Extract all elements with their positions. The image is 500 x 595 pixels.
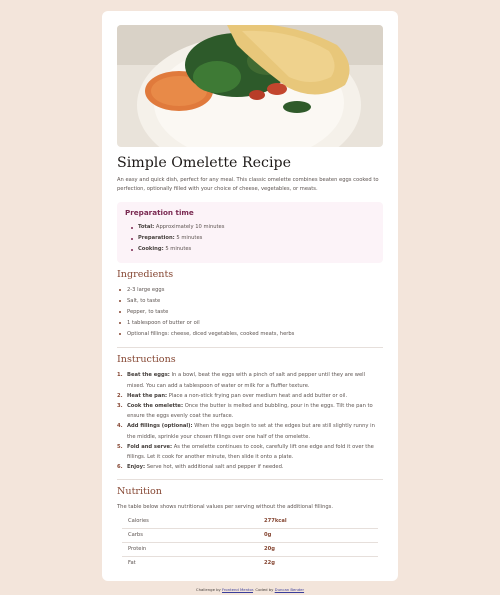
step-text: As the omelette continues to cook, carefully lift one edge and fold it over the fillings. Let it cook for another minute, then slide it onto a plate. — [127, 443, 374, 461]
list-item — [117, 401, 383, 421]
recipe-intro: An easy and quick dish, perfect for any meal. This classic omelette combines beaten eggs cooked to perfection, optionally filled with your choice of cheese, vegetables, or meats. — [117, 177, 379, 193]
author-link[interactable]: Duncan Bender — [274, 587, 305, 592]
step-label: Beat the eggs: — [127, 372, 170, 379]
list-item — [117, 391, 383, 401]
list-item — [125, 244, 375, 255]
nutrition-note: The table below shows nutritional values per serving without the additional fillings. — [117, 504, 334, 511]
step-text: Serve hot, with additional salt and pepper if needed. — [146, 464, 284, 471]
footer-middle: . Coded by — [253, 587, 274, 592]
nutrition-table — [122, 514, 378, 570]
attribution-footer — [0, 587, 500, 592]
prep-label: Total: — [138, 224, 155, 231]
list-item: Optional fillings: cheese, diced vegetables, cooked meats, herbs — [117, 329, 383, 340]
step-label: Enjoy: — [127, 464, 146, 471]
list-item — [125, 222, 375, 233]
footer-prefix: Challenge by — [195, 587, 221, 592]
list-item — [117, 442, 383, 462]
list-item — [117, 370, 383, 390]
nutrient-value: 0g — [258, 528, 378, 542]
ingredients-heading: Ingredients — [117, 269, 174, 281]
list-item — [117, 421, 383, 441]
nutrient-name: Protein — [122, 542, 258, 556]
recipe-card — [102, 11, 398, 581]
nutrient-name: Carbs — [122, 528, 258, 542]
prep-label: Cooking: — [138, 246, 164, 253]
table-row — [122, 542, 378, 556]
step-number: 6. — [117, 464, 123, 471]
nutrient-value: 20g — [258, 542, 378, 556]
instructions-list — [117, 370, 383, 472]
table-row — [122, 556, 378, 570]
step-text: When the eggs begin to set at the edges but are still slightly runny in the middle, sprinkle your chosen fillings over one half of the omelette. — [127, 423, 375, 440]
step-text: Place a non-stick frying pan over medium heat and add butter or oil. — [168, 392, 348, 399]
list-item: Salt, to taste — [117, 296, 383, 307]
step-label: Cook the omelette: — [127, 403, 184, 409]
step-number: 4. — [117, 423, 123, 430]
prep-value: 5 minutes — [165, 246, 192, 253]
preparation-box — [117, 202, 383, 263]
step-label: Heat the pan: — [127, 392, 168, 399]
prep-value: Approximately 10 minutes — [155, 224, 225, 231]
step-number: 1. — [117, 372, 123, 379]
prep-value: 5 minutes — [176, 235, 203, 242]
table-row — [122, 528, 378, 542]
ingredients-list — [117, 285, 383, 340]
page-title: Simple Omelette Recipe — [117, 155, 291, 171]
nutrient-value: 22g — [264, 560, 275, 567]
nutrient-name: Fat — [128, 560, 136, 567]
nutrition-heading: Nutrition — [117, 486, 162, 498]
step-label: Add fillings (optional): — [127, 423, 193, 430]
preparation-list — [125, 222, 375, 255]
list-item: Pepper, to taste — [117, 307, 383, 318]
nutrient-name: Calories — [122, 514, 258, 528]
step-number: 3. — [117, 403, 123, 409]
divider — [117, 347, 383, 348]
frontend-mentor-link[interactable]: Frontend Mentor — [222, 587, 254, 592]
preparation-heading: Preparation time — [125, 208, 194, 218]
prep-label: Preparation: — [138, 235, 175, 242]
list-item: 1 tablespoon of butter or oil — [117, 318, 383, 329]
instructions-heading: Instructions — [117, 353, 176, 365]
list-item: 2-3 large eggs — [117, 285, 383, 296]
step-number: 5. — [117, 443, 123, 450]
step-number: 2. — [117, 392, 123, 399]
list-item — [117, 462, 383, 472]
list-item — [125, 233, 375, 244]
divider — [117, 479, 383, 480]
nutrient-value: 277kcal — [258, 514, 378, 528]
step-text: In a bowl, beat the eggs with a pinch of salt and pepper until they are well mixed. You can add a tablespoon of water or milk for a fluffier texture. — [127, 372, 366, 389]
step-label: Fold and serve: — [127, 443, 173, 450]
table-row — [122, 514, 378, 528]
omelette-photo — [117, 25, 383, 147]
step-text: Once the butter is melted and bubbling, pour in the eggs. Tilt the pan to ensure the eggs evenly coat the surface. — [127, 403, 373, 420]
